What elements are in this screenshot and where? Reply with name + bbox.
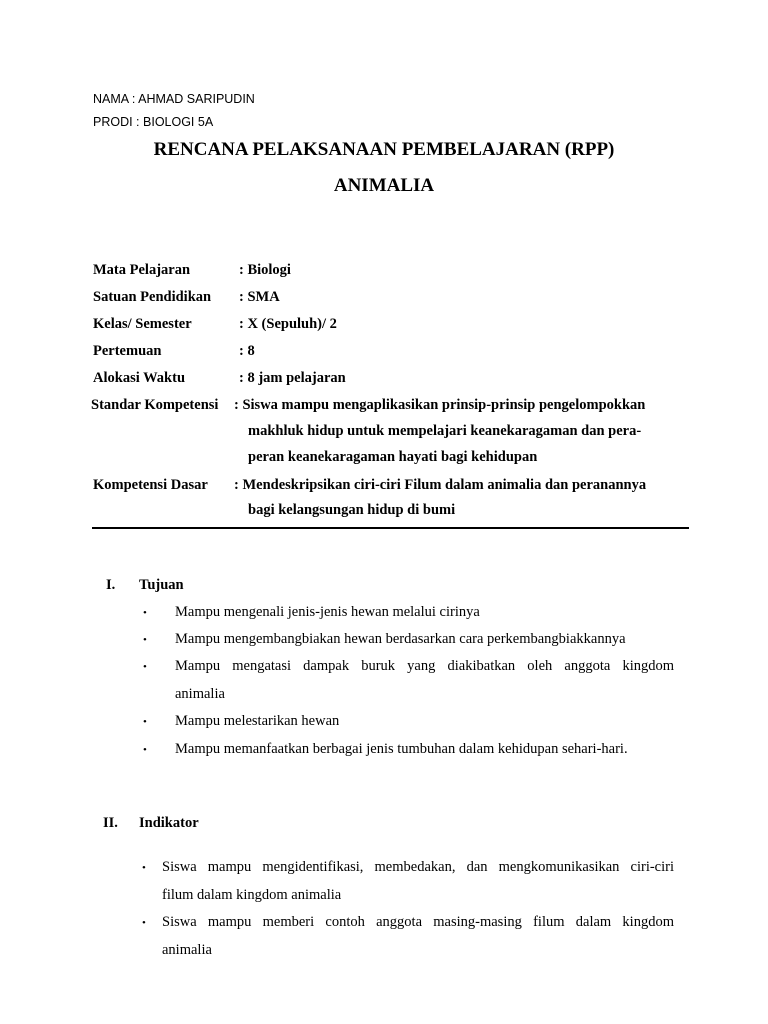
list-item: Mampu memanfaatkan berbagai jenis tumbuhan dalam kehidupan sehari-hari. [175, 741, 628, 757]
document-title: RENCANA PELAKSANAAN PEMBELAJARAN (RPP) [153, 139, 615, 160]
list-item: Mampu mengembangbiakan hewan berdasarkan cara perkembangbiakkannya [175, 631, 626, 647]
info-label: Pertemuan [93, 343, 162, 359]
info-label: Satuan Pendidikan [93, 289, 212, 305]
info-value: : 8 jam pelajaran [239, 370, 346, 386]
section-title: Tujuan [139, 577, 184, 593]
list-item-continuation: animalia [175, 686, 225, 702]
info-value: : Biologi [239, 262, 291, 278]
bullet-icon: • [143, 607, 147, 619]
standar-kompetensi-line: makhluk hidup untuk mempelajari keanekaragaman dan pera- [248, 423, 642, 439]
list-item-continuation: filum dalam kingdom animalia [162, 887, 342, 903]
kompetensi-dasar-label: Kompetensi Dasar [93, 477, 208, 493]
list-item: Siswa mampu mengidentifikasi, membedakan, dan mengkomunikasikan ciri-ciri [162, 859, 674, 875]
list-item: Mampu mengatasi dampak buruk yang diakibatkan oleh anggota kingdom [175, 658, 674, 674]
bullet-icon: • [143, 744, 147, 756]
bullet-icon: • [143, 716, 147, 728]
document-subtitle: ANIMALIA [333, 175, 435, 196]
info-value: : 8 [239, 343, 255, 359]
bullet-icon: • [142, 917, 146, 929]
standar-kompetensi-label: Standar Kompetensi [91, 397, 219, 413]
list-item-continuation: animalia [162, 942, 212, 958]
info-value: : X (Sepuluh)/ 2 [239, 316, 337, 332]
bullet-icon: • [143, 661, 147, 673]
standar-kompetensi-line: peran keanekaragaman hayati bagi kehidupan [248, 449, 538, 465]
kompetensi-dasar-line: : Mendeskripsikan ciri-ciri Filum dalam animalia dan peranannya [234, 477, 647, 493]
section-number: I. [106, 577, 116, 593]
bullet-icon: • [143, 634, 147, 646]
section-number: II. [103, 815, 118, 831]
list-item: Mampu melestarikan hewan [175, 713, 340, 729]
bullet-icon: • [142, 862, 146, 874]
info-label: Alokasi Waktu [93, 370, 186, 386]
info-label: Mata Pelajaran [93, 262, 191, 278]
kompetensi-dasar-line: bagi kelangsungan hidup di bumi [248, 502, 456, 518]
list-item: Mampu mengenali jenis-jenis hewan melalui cirinya [175, 604, 480, 620]
study-program: PRODI : BIOLOGI 5A [93, 115, 214, 129]
student-name: NAMA : AHMAD SARIPUDIN [93, 92, 255, 106]
list-item: Siswa mampu memberi contoh anggota masing-masing filum dalam kingdom [162, 914, 674, 930]
horizontal-divider [92, 527, 689, 529]
section-title: Indikator [139, 815, 199, 831]
standar-kompetensi-line: : Siswa mampu mengaplikasikan prinsip-prinsip pengelompokkan [234, 397, 646, 413]
info-label: Kelas/ Semester [93, 316, 192, 332]
info-value: : SMA [239, 289, 280, 305]
